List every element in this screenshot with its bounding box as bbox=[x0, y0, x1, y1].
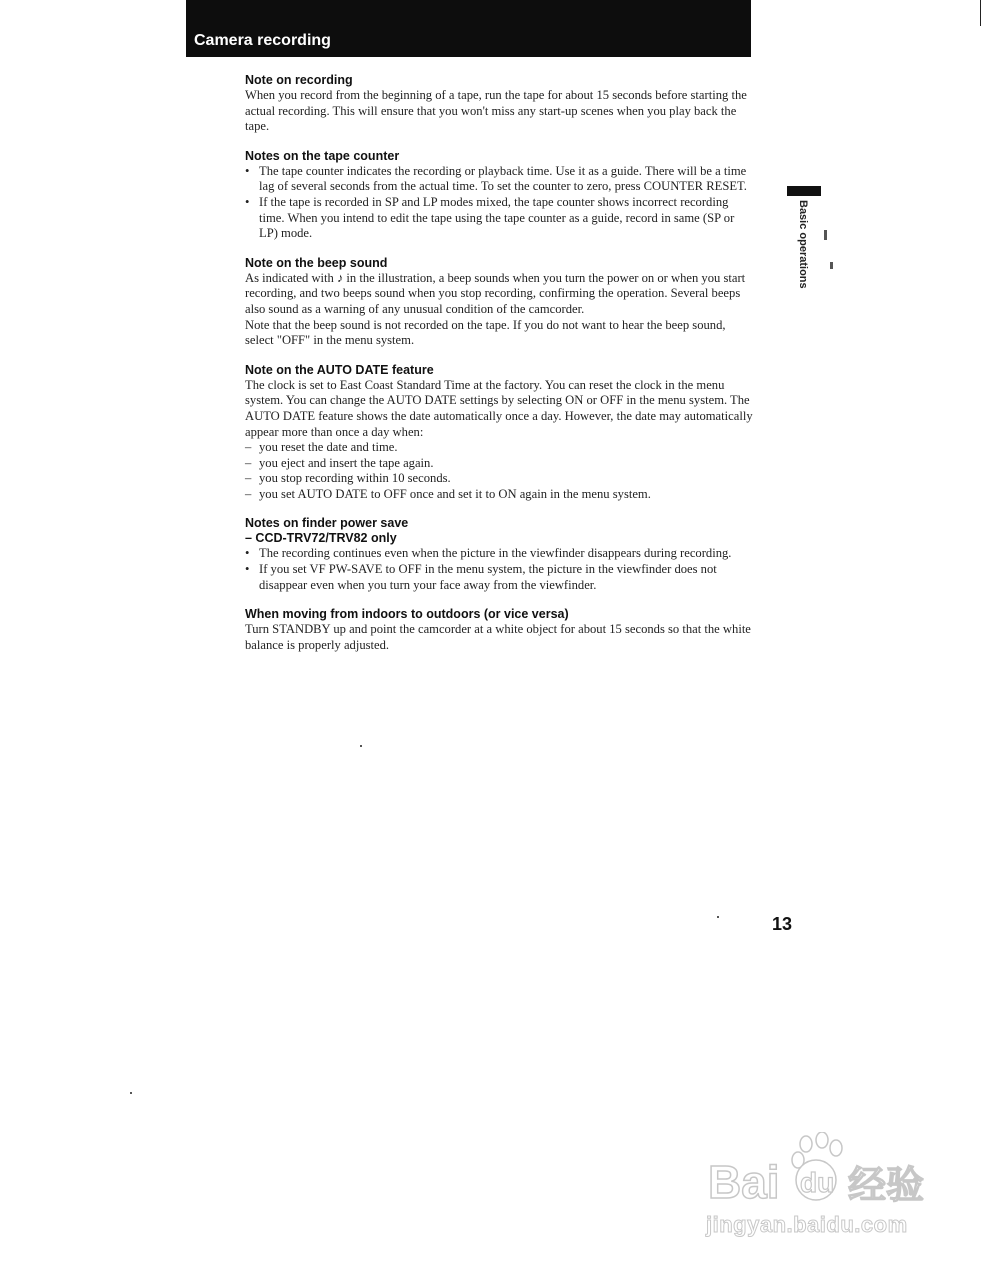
list-item-text: The tape counter indicates the recording or playback time. Use it as a guide. There will be a time lag of several seconds from the actual time. To set the counter to zero, press COUNTER RESET. bbox=[259, 163, 747, 194]
section-text: As indicated with ♪ in the illustration, a beep sounds when you turn the power on or when you start recording, and two beeps sound when you stop recording, confirming the operation. Several beeps also sound as a warning of any unusual condition of the camcorder. bbox=[245, 270, 746, 316]
list-item-text: you eject and insert the tape again. bbox=[259, 455, 434, 470]
document-body bbox=[245, 73, 755, 667]
bullet-mark: • bbox=[245, 562, 250, 577]
list-item-text: If you set VF PW-SAVE to OFF in the menu system, the picture in the viewfinder does not disappear even when you turn your face away from the viewfinder. bbox=[259, 562, 717, 592]
list-item bbox=[245, 195, 755, 242]
dash-mark: – bbox=[245, 471, 252, 486]
section-auto-date bbox=[245, 363, 755, 503]
dash-mark: – bbox=[245, 440, 252, 455]
scan-speck bbox=[830, 262, 833, 269]
section-heading: Notes on finder power save bbox=[245, 516, 409, 531]
section-text: The clock is set to East Coast Standard Time at the factory. You can reset the clock in the menu system. You can change the AUTO DATE settings by selecting ON or OFF in the menu system. The AUTO DATE feature shows the date automatically once a day. However, the date may automatically appear more than once a day when: bbox=[245, 377, 753, 439]
list-item bbox=[245, 487, 755, 503]
dash-mark: – bbox=[245, 455, 252, 470]
baidu-logo bbox=[706, 1132, 942, 1212]
watermark-url: jingyan.baidu.com bbox=[706, 1212, 908, 1237]
scan-speck bbox=[130, 1092, 132, 1094]
watermark bbox=[706, 1132, 942, 1252]
list-item bbox=[245, 562, 755, 593]
side-tab-label: Basic operations bbox=[797, 200, 809, 289]
section-indoors-outdoors bbox=[245, 607, 755, 653]
bullet-mark: • bbox=[245, 194, 250, 209]
bullet-mark: • bbox=[245, 163, 250, 178]
list-item bbox=[245, 546, 755, 562]
list-item bbox=[245, 440, 755, 456]
list-item bbox=[245, 471, 755, 487]
section-tape-counter bbox=[245, 149, 755, 242]
page-number: 13 bbox=[772, 914, 793, 934]
section-note-on-recording bbox=[245, 73, 755, 135]
dash-mark: – bbox=[245, 486, 252, 501]
header-bar bbox=[186, 0, 751, 57]
list-item-text: you reset the date and time. bbox=[259, 440, 398, 455]
section-text: Note that the beep sound is not recorded on the tape. If you do not want to hear the beep sound, select "OFF" in the menu system. bbox=[245, 317, 726, 348]
scan-speck bbox=[980, 0, 981, 26]
baidu-logo-jingyan: 经验 bbox=[848, 1163, 925, 1207]
scan-speck bbox=[824, 230, 827, 240]
list-item-text: If the tape is recorded in SP and LP modes mixed, the tape counter shows incorrect recording time. When you intend to edit the tape using the tape counter as a guide, record in same (SP or LP) mode. bbox=[259, 194, 735, 241]
baidu-logo-du: du bbox=[800, 1167, 835, 1198]
scan-speck bbox=[360, 745, 362, 747]
scan-speck bbox=[717, 916, 719, 918]
list-item-text: The recording continues even when the picture in the viewfinder disappears during recording. bbox=[259, 546, 732, 561]
list-item-text: you set AUTO DATE to OFF once and set it to ON again in the menu system. bbox=[259, 486, 651, 501]
bullet-list bbox=[245, 164, 755, 242]
list-item-text: you stop recording within 10 seconds. bbox=[259, 471, 451, 486]
section-text: Turn STANDBY up and point the camcorder at a white object for about 15 seconds so that the white balance is properly adjusted. bbox=[245, 622, 751, 652]
section-heading: When moving from indoors to outdoors (or vice versa) bbox=[245, 607, 569, 622]
section-heading: Note on the beep sound bbox=[245, 255, 388, 270]
section-heading: Note on the AUTO DATE feature bbox=[245, 362, 434, 377]
baidu-logo-text: Bai bbox=[708, 1156, 780, 1208]
section-heading: Note on recording bbox=[245, 73, 353, 87]
list-item bbox=[245, 164, 755, 195]
section-text: When you record from the beginning of a tape, run the tape for about 15 seconds before starting the actual recording. This will ensure that you won't miss any start-up scenes when you play back the tape. bbox=[245, 88, 747, 134]
bullet-mark: • bbox=[245, 546, 250, 561]
side-tab-marker bbox=[787, 186, 821, 196]
section-beep-sound bbox=[245, 256, 755, 349]
section-subheading: – CCD-TRV72/TRV82 only bbox=[245, 531, 397, 546]
bullet-list bbox=[245, 546, 755, 593]
page-title: Camera recording bbox=[194, 32, 331, 49]
dash-list bbox=[245, 440, 755, 502]
section-finder-power-save bbox=[245, 516, 755, 593]
section-heading: Notes on the tape counter bbox=[245, 148, 400, 163]
list-item bbox=[245, 456, 755, 472]
